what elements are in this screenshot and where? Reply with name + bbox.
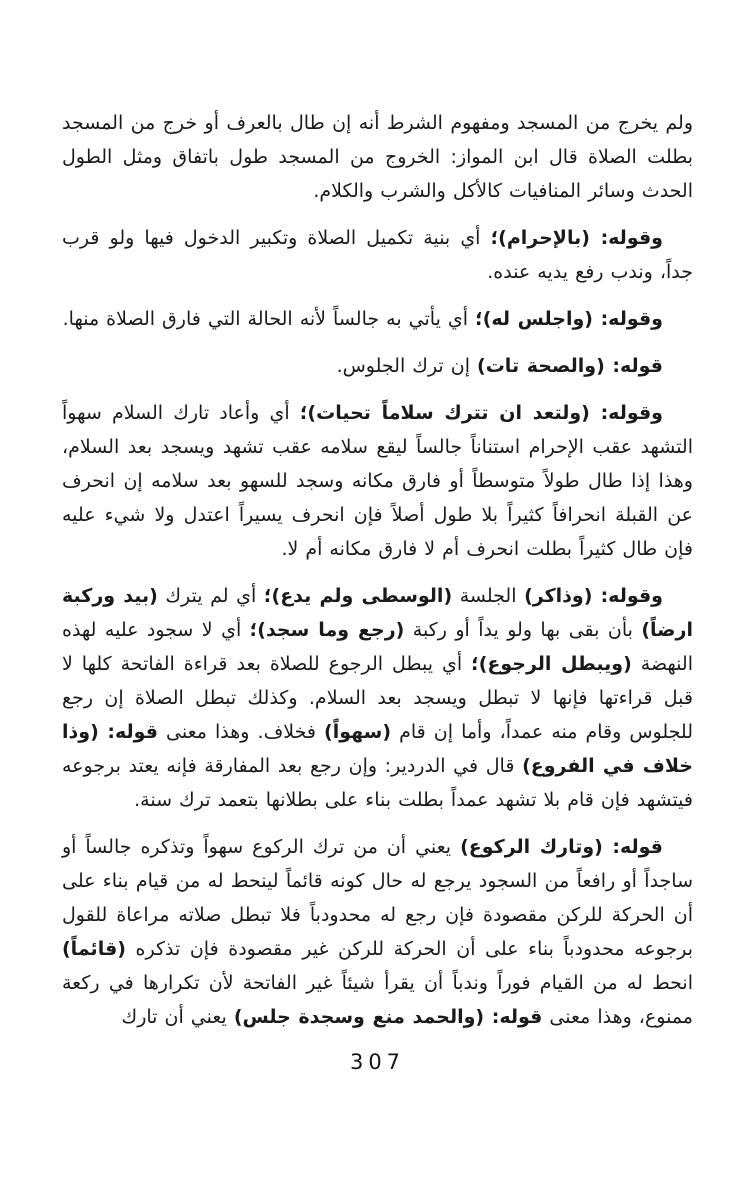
matn-quote-text: قوله: (وذا خلاف في الفروع)	[62, 721, 693, 777]
text-block	[62, 106, 693, 1047]
matn-quote-text: وقوله: (وذاكر)	[524, 585, 663, 607]
commentary-text: يعني أن تارك	[121, 1006, 234, 1028]
matn-quote-text: قوله: (والحمد منع وسجدة جلس)	[233, 1006, 543, 1028]
matn-quote-text: قوله: (والصحة تات)	[477, 355, 663, 377]
commentary-text: يعني أن من ترك الركوع سهواً وتذكره جالساً أو ساجداً أو رافعاً من السجود يرجع له حال كونه قائماً لينحط له من قيام بناء على أن الحركة للركن مقصودة فإن رجع له محدودباً فلا تبطل صلاته مراعاة للقول برجوعه محدودباً بناء على أن الحركة للركن غير مقصودة فإن تذكره	[62, 836, 693, 960]
commentary-text: أي بنية تكميل الصلاة وتكبير الدخول فيها ولو قرب جداً، وندب رفع يديه عنده.	[62, 227, 693, 283]
commentary-text: بأن بقى بها ولو يداً أو ركبة	[404, 619, 642, 641]
commentary-text: أي لا سجود عليه لهذه النهضة	[62, 619, 693, 675]
commentary-text: فخلاف. وهذا معنى	[158, 721, 325, 743]
matn-quote-text: وقوله: (بالإحرام)؛	[490, 227, 663, 249]
paragraph	[62, 302, 693, 336]
commentary-text: أي يبطل الرجوع للصلاة بعد قراءة الفاتحة كلها لا قبل قراءتها فإنها لا تبطل ويسجد بعد السلام. وكذلك تبطل الصلاة إن رجع للجلوس وقام منه عمداً، وأما إن قام	[62, 653, 693, 743]
commentary-text: أي وأعاد تارك السلام سهواً التشهد عقب الإحرام استناناً جالساً ليقع سلامه عقب تشهد ويسجد بعد السلام، وهذا إذا طال طولاً متوسطاً أو فارق مكانه وسجد للسهو بعد سلامه إن انحرف عن القبلة انحرافاً كثيراً بلا طول أصلاً فإن انحرف يسيراً اعتدل ولا شيء عليه فإن طال كثيراً بطلت انحرف أم لا فارق مكانه أم لا.	[62, 402, 693, 560]
matn-quote-text: قوله: (وتارك الركوع)	[460, 836, 663, 858]
commentary-text: أي يأتي به جالساً لأنه الحالة التي فارق الصلاة منها.	[62, 308, 476, 330]
matn-quote-text: وقوله: (واجلس له)؛	[475, 308, 663, 330]
commentary-text: أي لم يترك	[157, 585, 264, 607]
paragraph	[62, 396, 693, 566]
commentary-text: إن ترك الجلوس.	[336, 355, 478, 377]
paragraph	[62, 830, 693, 1034]
commentary-text: قال في الدردير: وإن رجع بعد المفارقة فإنه يعتد برجوعه فيتشهد فإن قام بلا تشهد عمداً بطلت بناء على بطلانها بتعمد ترك سنة.	[62, 755, 693, 811]
matn-quote-text: (الوسطى ولم يدع)؛	[263, 585, 453, 607]
commentary-text: الجلسة	[452, 585, 525, 607]
paragraph	[62, 106, 693, 208]
paragraph	[62, 349, 693, 383]
matn-quote-text: (قائماً)	[62, 938, 126, 960]
matn-quote-text: (رجع وما سجد)؛	[249, 619, 405, 641]
matn-quote-text: (ويبطل الرجوع)؛	[471, 653, 632, 675]
matn-quote-text: (بيد وركبة ارضاً)	[62, 585, 693, 641]
matn-quote-text: (سهواً)	[324, 721, 392, 743]
paragraph	[62, 221, 693, 289]
matn-quote-text: وقوله: (ولتعد ان تترك سلاماً تحيات)؛	[299, 402, 663, 424]
page-number: 307	[349, 1050, 406, 1074]
commentary-text: انحط له من القيام فوراً وندباً أن يقرأ شيئاً غير الفاتحة لأن تكرارها في ركعة ممنوع، وهذا معنى	[62, 972, 693, 1028]
paragraph	[62, 579, 693, 817]
commentary-text: ولم يخرج من المسجد ومفهوم الشرط أنه إن طال بالعرف أو خرج من المسجد بطلت الصلاة قال ابن المواز: الخروج من المسجد طول باتفاق ومثل الطول الحدث وسائر المنافيات كالأكل والشرب والكلام.	[62, 112, 693, 202]
